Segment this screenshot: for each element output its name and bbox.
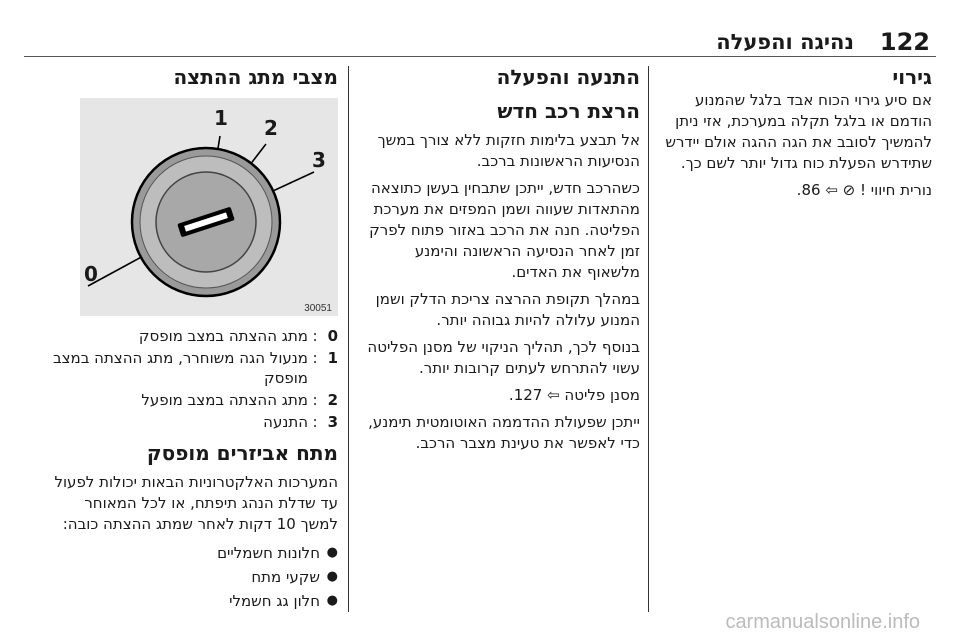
list-item-text: חלון גג חשמלי — [229, 592, 320, 610]
subheading-new-vehicle: הרצת רכב חדש — [497, 99, 640, 123]
column-divider — [348, 66, 349, 612]
column-steering — [650, 62, 932, 207]
page-header — [24, 28, 936, 56]
ignition-switch-figure — [80, 98, 338, 316]
header-rule — [24, 56, 936, 57]
legend-key: 2 — [327, 391, 338, 409]
paragraph: בנוסף לכך, תהליך הניקוי של מסנן הפליטה עשוי להתרחש לעתים קרובות יותר. — [367, 338, 640, 377]
subheading-accessory-power: מתח אביזרים מופסק — [146, 441, 338, 465]
bullet-icon: ● — [326, 593, 338, 608]
legend-text: מנעול הגה משוחרר, מתג ההצתה במצב מופסק — [52, 349, 308, 387]
legend-separator: : — [312, 391, 318, 409]
list-item — [48, 541, 338, 565]
paragraph: כשהרכב חדש, ייתכן שתבחין בעשן כתוצאה מהתאדות שעווה ושמן המפזים את מערכת הפליטה. חנה את הרכב באזור פתוח לפרק זמן לאחר הנסיעה הראשונה והימנע מלשאוף את האדים. — [369, 179, 640, 281]
legend-separator: : — [312, 327, 318, 345]
paragraph: במהלך תקופת ההרצה צריכת הדלק ושמן המנוע עלולה להיות גבוהה יותר. — [375, 290, 640, 329]
figure-code: 30051 — [304, 303, 332, 314]
paragraph: ייתכן שפעולת ההדממה האוטומטית תימנע, כדי לאפשר את טעינת מצבר הרכב. — [368, 413, 640, 452]
warning-light-reference: נורית חיווי ! ⦸ ⇦ 86. — [796, 181, 932, 199]
filter-reference: מסנן פליטה ⇦ 127. — [508, 386, 640, 404]
legend-row — [48, 348, 338, 388]
section-heading-starting: התנעה והפעלה — [496, 65, 640, 89]
position-label-0: 0 — [84, 262, 98, 286]
legend-row — [48, 390, 338, 410]
paragraph: אל תבצע בלימות חזקות ללא צורך במשך הנסיעות הראשונות ברכב. — [377, 131, 640, 170]
legend-key: 0 — [327, 327, 338, 345]
page-number: 122 — [879, 28, 930, 56]
legend-row — [48, 326, 338, 346]
ignition-legend — [48, 326, 338, 432]
accessory-paragraph: המערכות האלקטרוניות הבאות יכולות לפעול עד שדלת הנהג תיפתח, או לכל המאוחר למשך 10 דקות לאחר שמתג ההצתה כובה: — [54, 473, 338, 533]
position-label-2: 2 — [264, 116, 278, 140]
column-divider — [648, 66, 649, 612]
legend-row — [48, 412, 338, 432]
steering-paragraph: אם סיע גירוי הכוח אבד בלגל שהמנוע הודמם או בלגל תקלה במערכת, אזי ניתן להמשיך לסובב את הגה ההגה אולם יידרש שתידרש הפעלת כוח גדול יותר לשם כך. — [665, 91, 932, 172]
position-label-3: 3 — [312, 148, 326, 172]
legend-text: מתג ההצתה במצב מופעל — [141, 391, 308, 409]
section-heading-steering: גירוי — [892, 65, 932, 89]
list-item — [48, 565, 338, 589]
legend-key: 3 — [327, 413, 338, 431]
column-starting — [358, 62, 640, 460]
legend-separator: : — [312, 413, 318, 431]
legend-separator: : — [312, 349, 318, 367]
accessory-list — [48, 541, 338, 613]
column-ignition — [48, 62, 338, 613]
chapter-title: נהיגה והפעלה — [716, 30, 854, 54]
ignition-switch-illustration — [80, 98, 338, 316]
legend-text: התנעה — [263, 413, 308, 431]
legend-key: 1 — [327, 349, 338, 367]
bullet-icon: ● — [326, 569, 338, 584]
watermark: carmanualsonline.info — [725, 611, 920, 633]
bullet-icon: ● — [326, 545, 338, 560]
list-item — [48, 589, 338, 613]
list-item-text: שקעי מתח — [251, 568, 320, 586]
legend-text: מתג ההצתה במצב מופסק — [138, 327, 308, 345]
position-label-1: 1 — [214, 106, 228, 130]
section-heading-ignition: מצבי מתג ההתצה — [173, 65, 338, 89]
list-item-text: חלונות חשמליים — [217, 544, 320, 562]
